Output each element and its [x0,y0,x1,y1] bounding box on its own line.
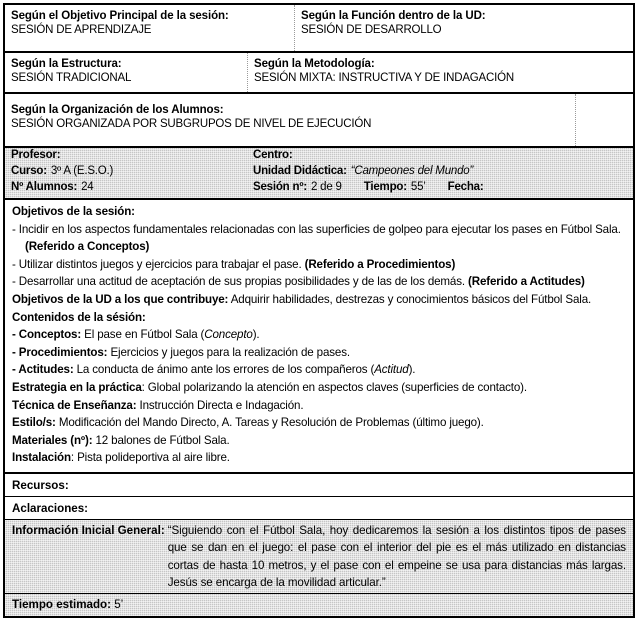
identification-row-alumnos-sesion [5,181,633,197]
objetivo-item-3 [12,273,626,291]
contenido-procedimientos [12,344,626,362]
tiempo-value: 55’ [410,181,426,193]
identification-cell-centro [253,149,633,161]
tecnica-line [12,397,626,415]
contenidos-heading [12,309,626,327]
classification-cell-estructura [5,53,247,92]
unidad-didactica-value: “Campeones del Mundo” [350,165,474,177]
actitudes-label: - Actitudes: [12,363,74,377]
informacion-inicial-label: Información Inicial General: [12,523,165,537]
numero-alumnos-label: Nº Alumnos: [11,181,78,193]
classification-label-funcion-ud: Según la Función dentro de la UD: [301,10,486,22]
classification-row-objetivo-funcion [5,5,633,53]
identification-cell-alumnos [11,181,253,193]
informacion-inicial-grid [12,522,626,592]
procedimientos-value: Ejercicios y juegos para la realización de pases. [107,345,350,359]
session-plan-table [3,3,635,618]
classification-cell-organizacion [5,94,575,146]
classification-label-estructura: Según la Estructura: [11,58,122,70]
classification-cell-organizacion-extra [575,94,633,146]
estilo-label: Estilo/s: [12,416,56,430]
objetivo-item-1-tag: (Referido a Conceptos) [25,240,150,254]
actitudes-italic: Actitud [374,363,409,377]
identification-cell-profesor [11,149,253,161]
contenidos-heading-text: Contenidos de la sésión: [12,310,146,324]
actitudes-tail: ). [408,363,416,377]
recursos-row [5,474,633,497]
profesor-label: Profesor: [11,149,61,161]
objetivo-item-2-text: - Utilizar distintos juegos y ejercicios para trabajar el pase. [12,257,305,271]
classification-value-objetivo-principal: SESIÓN DE APRENDIZAJE [11,24,152,36]
conceptos-value: El pase en Fútbol Sala ( [81,328,205,342]
conceptos-label: - Conceptos: [12,328,82,342]
estilo-line [12,414,626,432]
tiempo-estimado-row [5,594,633,616]
identification-cell-sesion-tiempo-fecha [253,181,633,193]
classification-label-metodologia: Según la Metodología: [254,58,375,70]
objetivos-ud-label: Objetivos de la UD a los que contribuye: [12,292,229,306]
informacion-inicial-block [5,520,633,594]
objetivos-heading [12,203,626,221]
materiales-line [12,432,626,450]
unidad-didactica-label: Unidad Didáctica: [253,165,347,177]
tecnica-label: Técnica de Enseñanza: [12,398,137,412]
classification-value-funcion-ud: SESIÓN DE DESARROLLO [301,24,442,36]
classification-label-objetivo-principal: Según el Objetivo Principal de la sesión: [11,10,229,22]
tiempo-label: Tiempo: [363,181,407,193]
estilo-value: Modificación del Mando Directo, A. Tareas y Resolución de Problemas (último juego). [55,416,484,430]
objetivo-item-2 [12,256,626,274]
tiempo-estimado-label: Tiempo estimado: [12,597,111,611]
procedimientos-label: - Procedimientos: [12,345,108,359]
instalacion-line [12,449,626,467]
curso-value: 3º A (E.S.O.) [50,165,114,177]
instalacion-label: Instalación [12,451,71,465]
classification-cell-funcion-ud [294,5,633,51]
classification-row-organizacion [5,94,633,148]
informacion-inicial-quote: “Siguiendo con el Fútbol Sala, hoy dedicaremos la sesión a los distintos tipos de pases que se dan en el juego: el pase con el interior del pie es el más utilizado en distancias cortas de hasta 10 metros, y el pase con el empeine se usa para distancias más largas. Jesús se encarga de la movilidad articular.” [167,523,626,590]
materiales-value: 12 balones de Fútbol Sala. [92,433,230,447]
objetivos-heading-text: Objetivos de la sesión: [12,205,135,218]
numero-alumnos-value: 24 [81,181,94,193]
identification-cell-unidad-didactica [253,165,633,177]
objetivo-item-1 [12,221,626,256]
actitudes-value: La conducta de ánimo ante los errores de los compañeros ( [73,363,375,377]
contenido-actitudes [12,361,626,379]
identification-band [5,148,633,200]
curso-label: Curso: [11,165,47,177]
objetivo-item-2-tag: (Referido a Procedimientos) [304,257,456,271]
identification-cell-curso [11,165,253,177]
session-body-block [5,200,633,474]
instalacion-value: : Pista polideportiva al aire libre. [70,451,230,465]
sesion-numero-value: 2 de 9 [310,181,342,193]
conceptos-tail: ). [252,328,260,342]
sesion-numero-label: Sesión nº: [253,181,307,193]
estrategia-line [12,379,626,397]
classification-label-organizacion: Según la Organización de los Alumnos: [11,104,224,116]
classification-cell-objetivo-principal [5,5,294,51]
classification-cell-metodologia [247,53,633,92]
tiempo-estimado-value: 5’ [111,597,124,611]
identification-row-profesor-centro [5,149,633,165]
identification-row-curso-unidad [5,165,633,181]
conceptos-italic: Concepto [204,328,253,342]
objetivo-item-1-text: - Incidir en los aspectos fundamentales relacionadas con las superficies de golpeo para ejecutar los pases en Fútbol Sala. [12,222,621,236]
classification-value-metodologia: SESIÓN MIXTA: INSTRUCTIVA Y DE INDAGACIÓN [254,72,514,84]
aclaraciones-label: Aclaraciones: [12,501,89,515]
objetivo-item-3-text: - Desarrollar una actitud de aceptación de sus propias posibilidades y de las de los demás. [12,275,469,289]
aclaraciones-row [5,497,633,520]
objetivo-item-3-tag: (Referido a Actitudes) [468,275,585,289]
tecnica-value: Instrucción Directa e Indagación. [136,398,304,412]
fecha-label: Fecha: [447,181,484,193]
estrategia-value: : Global polarizando la atención en aspectos claves (superficies de contacto). [141,380,527,394]
classification-row-estructura-metodologia [5,53,633,94]
objetivos-ud-line [12,291,626,309]
contenido-conceptos [12,326,626,344]
classification-value-estructura: SESIÓN TRADICIONAL [11,72,132,84]
classification-value-organizacion: SESIÓN ORGANIZADA POR SUBGRUPOS DE NIVEL DE EJECUCIÓN [11,118,372,130]
recursos-label: Recursos: [12,478,69,492]
objetivos-ud-value: Adquirir habilidades, destrezas y conocimientos básicos del Fútbol Sala. [228,292,592,306]
materiales-label: Materiales (nº): [12,433,93,447]
centro-label: Centro: [253,149,293,161]
estrategia-label: Estrategia en la práctica [12,380,142,394]
